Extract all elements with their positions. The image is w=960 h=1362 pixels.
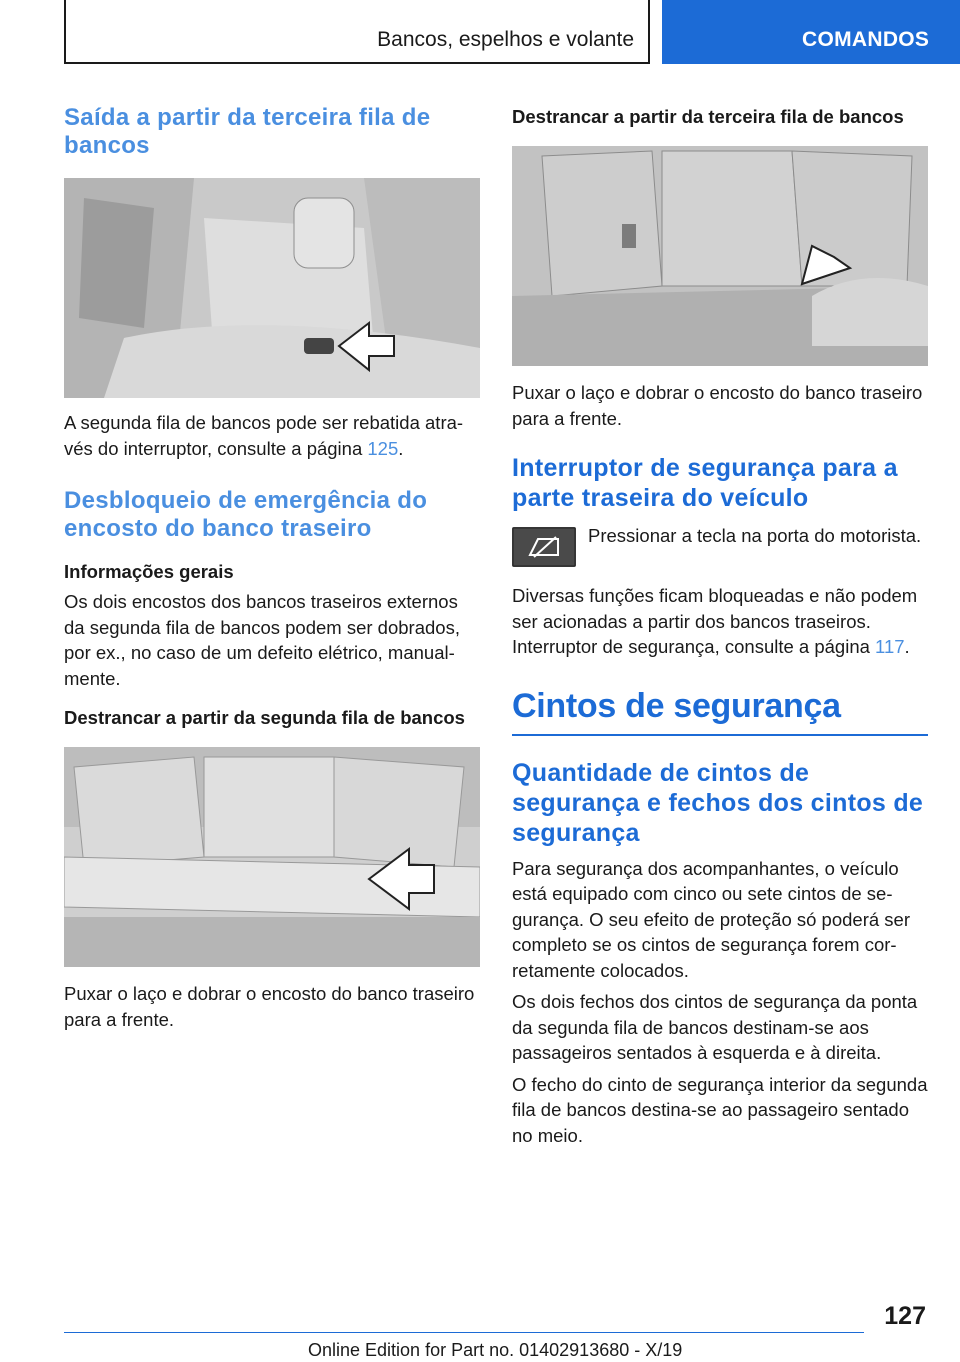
photo-second-row-switch [64,178,480,398]
header-section-title: Bancos, espelhos e volante [377,28,634,51]
heading-belt-quantity: Quantidade de cintos de segurança e fechos dos cintos de segurança [512,758,924,847]
left-column [64,100,480,1032]
footer-rule [64,1332,864,1333]
paragraph-pull-loop-third: Puxar o laço e dobrar o encosto do banco traseiro para a frente. [512,382,923,429]
heading-safety-switch: Interruptor de segurança para a parte traseira do veículo [512,454,898,512]
header-chapter-title: COMANDOS [802,28,930,51]
safety-switch-row [512,527,928,571]
subheading-general-info: Informações gerais [64,561,234,582]
page-link-125[interactable]: 125 [367,437,399,459]
paragraph-general-info: Os dois encostos dos bancos traseiros externos da segunda fila de bancos podem ser dobrados, por ex., no caso de um defeito elétrico, manualmente. [64,591,460,689]
header-section-tab [64,0,650,64]
window-lock-icon [512,527,576,567]
paragraph-safety-switch: Diversas funções ficam bloqueadas e não podem ser acionadas a partir dos bancos traseiros. Interruptor de segurança, consulte a página 117. [512,585,918,657]
paragraph-outer-buckles: Os dois fechos dos cintos de segurança da ponta da segunda fila de bancos destinam-se aos passageiros sentados à esquerda e à direita. [512,991,918,1063]
photo-third-row-seat [512,146,928,366]
safety-switch-caption: Pressionar a tecla na porta do motorista. [588,525,922,546]
footer-edition: Online Edition for Part no. 01402913680 - X/19 [308,1340,683,1360]
page-number: 127 [884,1302,926,1330]
paragraph-belt-safety: Para segurança dos acompanhantes, o veículo está equipado com cinco ou sete cintos de segurança. O seu efeito de proteção só poderá ser completo se os cintos de segurança forem corretamente colocados. [512,857,911,981]
paragraph-inner-buckle: O fecho do cinto de segurança interior da segunda fila de bancos destina-se ao passageiro sentado no meio. [512,1073,928,1146]
subheading-unlock-third-row: Destrancar a partir da terceira fila de bancos [512,106,904,127]
subheading-unlock-second-row: Destrancar a partir da segunda fila de bancos [64,707,465,728]
chapter-heading-rule [512,734,928,736]
header-chapter-tab [662,0,960,64]
heading-emergency-release: Desbloqueio de emergência do encosto do banco traseiro [64,487,428,542]
chapter-heading-seat-belts: Cintos de segurança [512,686,841,725]
right-column [512,100,928,1148]
paragraph-second-row-fold: A segunda fila de bancos pode ser rebatida através do interruptor, consulte a página 125. [64,412,464,459]
photo-second-row-seats [64,747,480,967]
heading-exit-third-row: Saída a partir da terceira fila de bancos [64,104,431,159]
page-link-117[interactable]: 117 [875,636,905,657]
paragraph-pull-loop-second: Puxar o laço e dobrar o encosto do banco traseiro para a frente. [64,983,475,1030]
